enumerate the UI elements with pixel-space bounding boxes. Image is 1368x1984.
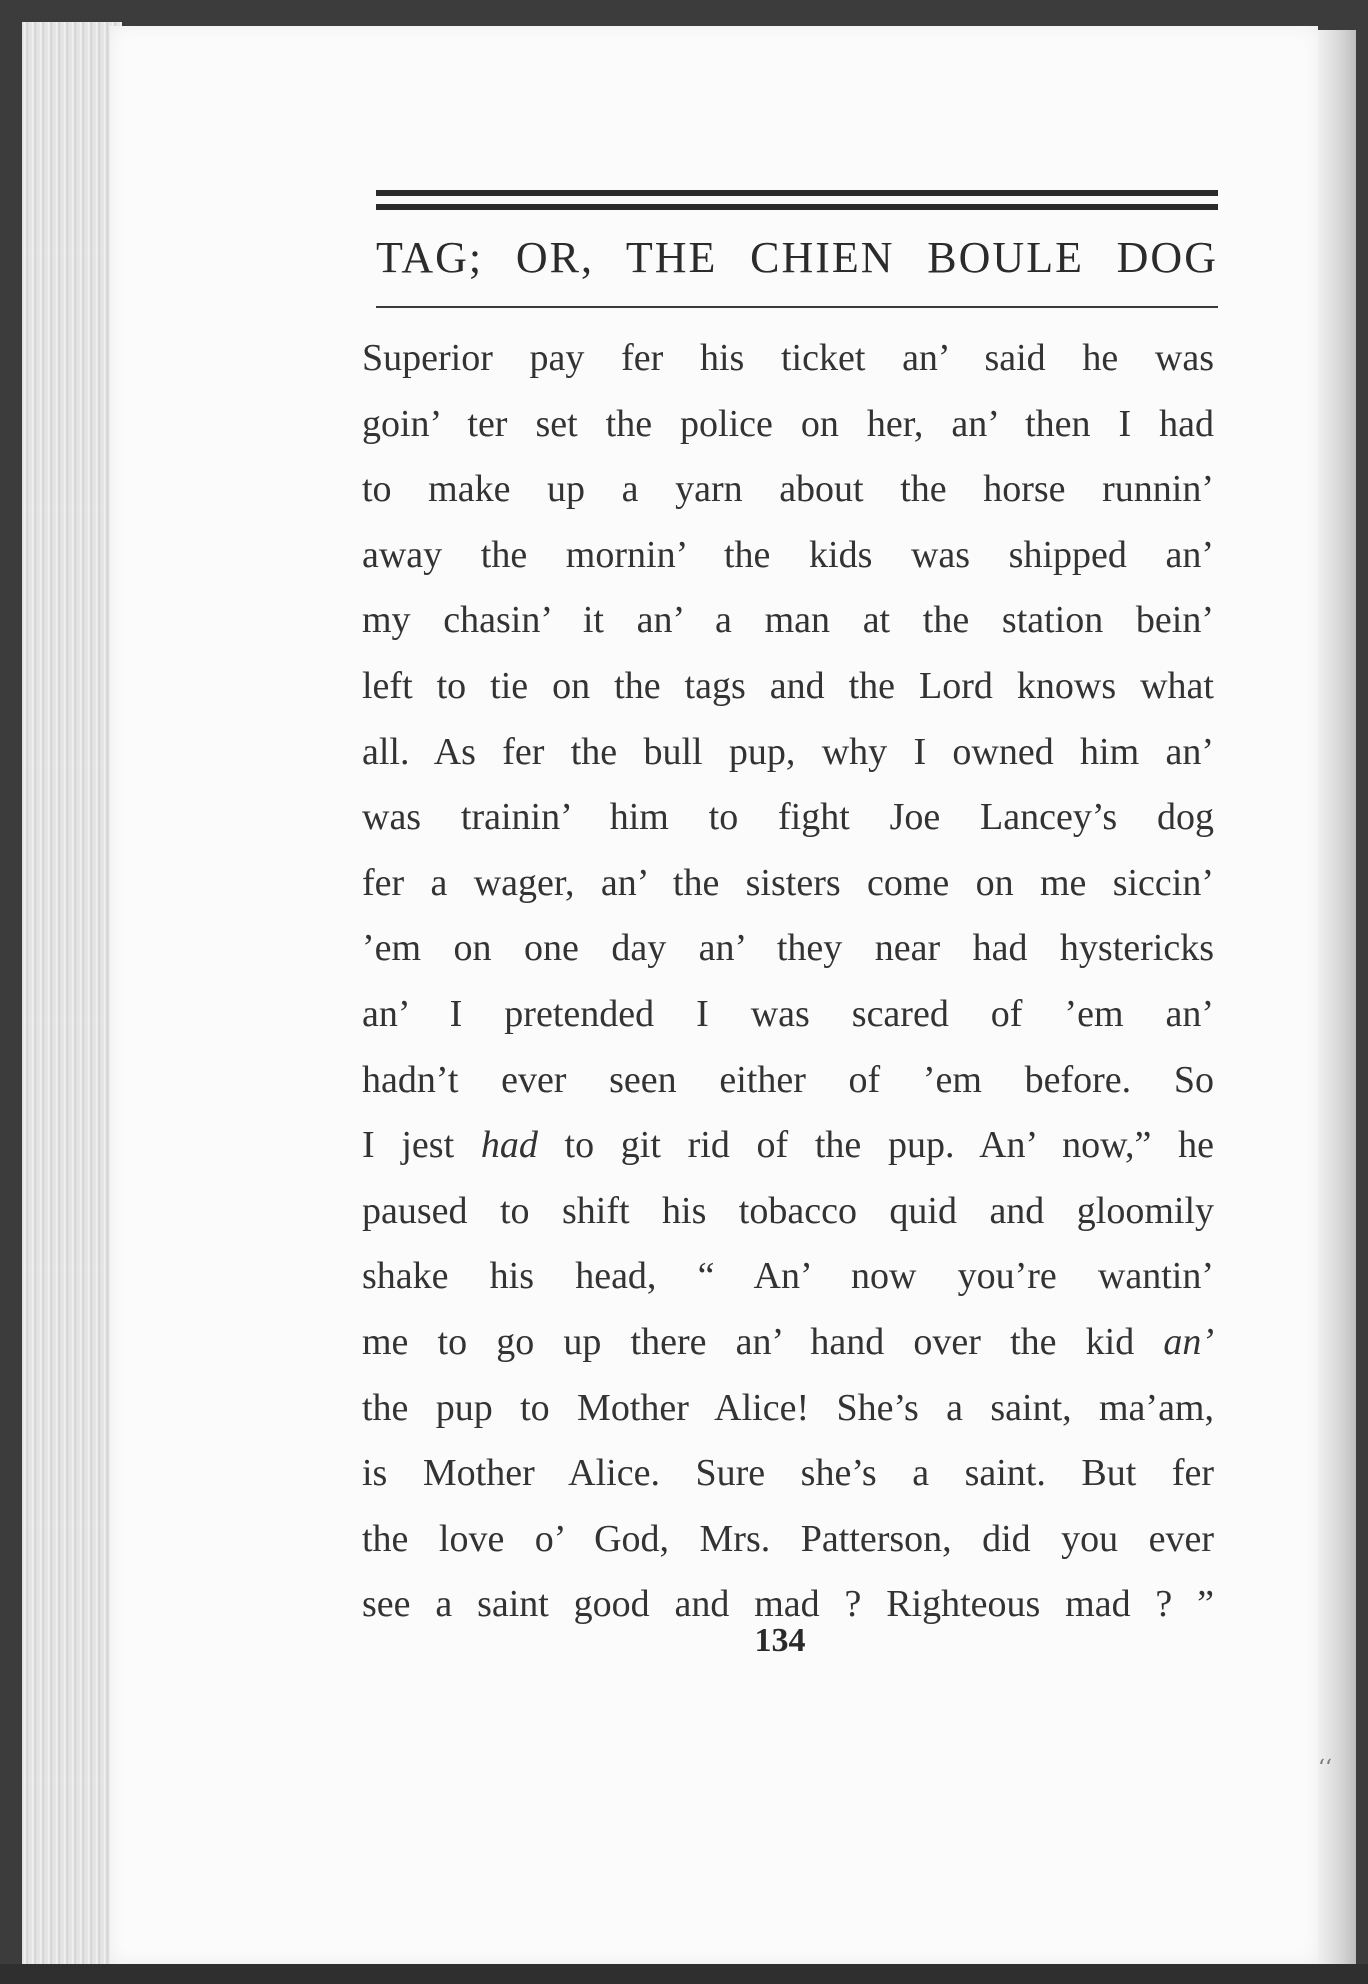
text-line: paused to shift his tobacco quid and gloomily <box>362 1189 1214 1232</box>
text-run: me to go up there an’ hand over the kid <box>362 1320 1164 1363</box>
text-line: was trainin’ him to fight Joe Lancey’s dog <box>362 796 1214 839</box>
text-line: the love o’ God, Mrs. Patterson, did you ever <box>362 1517 1214 1560</box>
text-line: shake his head, “ An’ now you’re wantin’ <box>362 1255 1214 1298</box>
text-run: I jest <box>362 1124 481 1167</box>
text-line: Superior pay fer his ticket an’ said he was <box>362 337 1214 379</box>
text-line: my chasin’ it an’ a man at the station bein’ <box>362 599 1214 642</box>
running-head: TAG; OR, THE CHIEN BOULE DOG <box>376 233 1218 282</box>
scan-border <box>0 1964 1368 1984</box>
text-line <box>362 1310 1214 1376</box>
page-number: 134 <box>754 1622 806 1659</box>
text-line <box>362 1113 1214 1179</box>
text-line: the pup to Mother Alice! She’s a saint, ma’am, <box>362 1386 1214 1429</box>
text-line: left to tie on the tags and the Lord knows what <box>362 664 1214 707</box>
italic-word: had <box>480 1124 538 1167</box>
text-line: an’ I pretended I was scared of ’em an’ <box>362 992 1214 1035</box>
text-line: hadn’t ever seen either of ’em before. So <box>362 1058 1214 1101</box>
text-line: to make up a yarn about the horse runnin’ <box>362 468 1214 511</box>
header-rule-top <box>376 190 1218 196</box>
text-run: to git rid of the pup. An’ now,” he <box>537 1124 1214 1167</box>
text-line: fer a wager, an’ the sisters come on me siccin’ <box>362 861 1214 904</box>
text-line: all. As fer the bull pup, why I owned him an’ <box>362 730 1214 773</box>
italic-word: an’ <box>1163 1320 1214 1363</box>
facing-page-edge <box>1318 30 1356 1964</box>
text-line: goin’ ter set the police on her, an’ then I had <box>362 402 1214 445</box>
text-line: is Mother Alice. Sure she’s a saint. But fer <box>362 1452 1214 1495</box>
text-line: away the mornin’ the kids was shipped an’ <box>362 533 1214 576</box>
page-edges <box>22 22 122 1966</box>
margin-mark: ‘‘ <box>1318 1756 1332 1781</box>
text-line: see a saint good and mad ? Righteous mad ? ” <box>362 1583 1214 1626</box>
body-text <box>362 326 1214 1638</box>
text-line: ’em on one day an’ they near had hystericks <box>362 927 1214 970</box>
header-rule-second <box>376 204 1218 210</box>
header-rule-bottom <box>376 306 1218 308</box>
